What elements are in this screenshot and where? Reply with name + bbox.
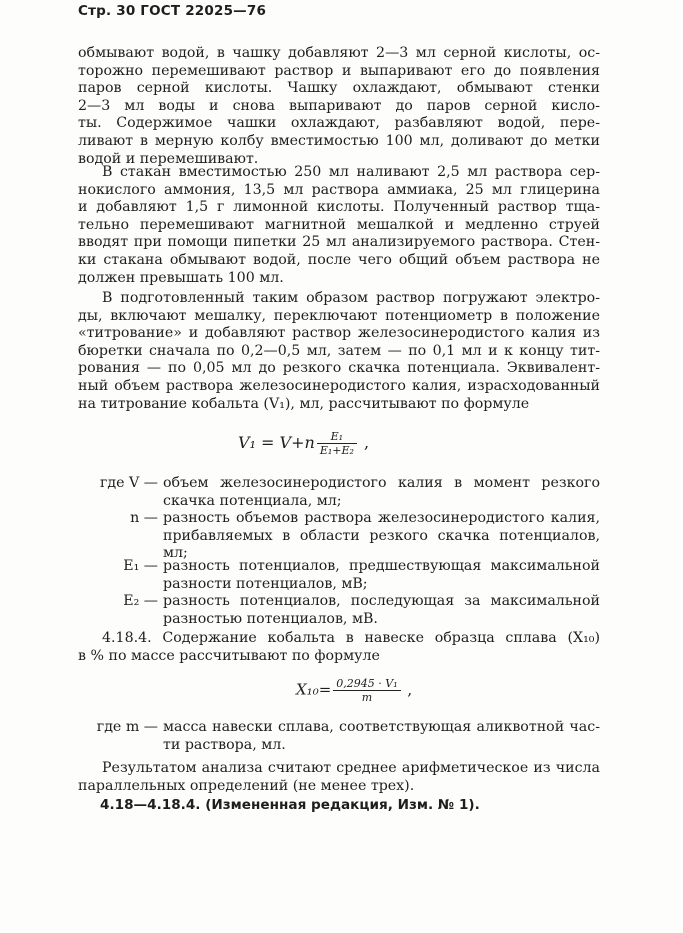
text-line: ти раствора, мл. — [163, 736, 286, 753]
text-line: нокислого аммония, 13,5 мл раствора аммиака, 25 мл глицерина — [78, 181, 600, 198]
definition-symbol: E₂ — — [123, 593, 158, 609]
definition-symbol: E₁ — — [123, 558, 158, 574]
formula-fraction — [333, 677, 400, 704]
text-line: тельно перемешивают магнитной мешалкой и медленно струей — [78, 216, 600, 233]
paragraph-1 — [78, 45, 600, 168]
page-header: Стр. 30 ГОСТ 22025—76 — [78, 3, 267, 19]
revision-note: 4.18—4.18.4. (Измененная редакция, Изм. № 1). — [100, 797, 480, 813]
text-line: и добавляют 1,5 г лимонной кислоты. Полученный раствор тща- — [78, 199, 600, 216]
text-line: мл; — [163, 545, 188, 562]
formula-tail: , — [402, 680, 413, 699]
text-line: «титрование» и добавляют раствор железосинеродистого калия из — [78, 325, 600, 342]
formula-lhs: X₁₀= — [296, 680, 332, 699]
fraction-denominator: m — [361, 691, 373, 704]
paragraph-5 — [78, 760, 600, 795]
formula-v1 — [238, 430, 369, 457]
text-line: разность объемов раствора железосинеродистого калия, — [163, 510, 600, 526]
text-line: Результатом анализа считают среднее арифметическое из числа — [102, 760, 600, 776]
text-line: разности потенциалов, мВ; — [163, 575, 368, 592]
text-line: скачка потенциала, мл; — [163, 492, 342, 509]
definition-symbol: где V — — [99, 475, 158, 491]
text-line: торожно перемешивают раствор и выпаривают его до появления — [78, 62, 600, 79]
paragraph-4 — [78, 630, 600, 665]
text-line: водой и перемешивают. — [78, 150, 259, 167]
text-line: В подготовленный таким образом раствор погружают электро- — [102, 290, 600, 306]
text-line: прибавляемых в области резкого скачка потенциалов, — [163, 527, 600, 544]
text-line: 4.18.4. Содержание кобальта в навеске образца сплава (X₁₀) — [102, 630, 600, 646]
definition-text — [163, 558, 600, 593]
text-line: на титрование кобальта (V₁), мл, рассчитывают по формуле — [78, 395, 530, 412]
paragraph-2 — [78, 164, 600, 287]
text-line: 2—3 мл воды и снова выпаривают до паров серной кисло- — [78, 97, 600, 114]
paragraph-3 — [78, 290, 600, 413]
text-line: должен превышать 100 мл. — [78, 269, 284, 286]
text-line: параллельных определений (не менее трех). — [78, 777, 415, 794]
text-line: разностью потенциалов, мВ. — [163, 610, 378, 627]
text-line: рования — по 0,05 мл до резкого скачка потенциала. Эквивалент- — [78, 360, 600, 377]
formula-tail: , — [358, 433, 370, 452]
text-line: ды, включают мешалку, переключают потенциометр в положение — [78, 307, 600, 324]
fraction-numerator: 0,2945 · V₁ — [333, 677, 400, 691]
text-line: ливают в мерную колбу вместимостью 100 мл, доливают до метки — [78, 132, 600, 149]
definition-symbol: n — — [130, 510, 158, 526]
text-line: ки стакана обмывают водой, после чего общий объем раствора не — [78, 251, 600, 268]
text-line: в % по массе рассчитывают по формуле — [78, 647, 380, 664]
definition-text — [163, 719, 600, 754]
formula-fraction — [317, 430, 357, 457]
text-line: ты. Содержимое чашки охлаждают, разбавляют водой, пере- — [78, 115, 600, 132]
definition-text — [163, 593, 600, 628]
formula-lhs: V₁ = V+n — [238, 433, 315, 452]
formula-x10 — [296, 677, 412, 704]
definition-symbol: где m — — [96, 719, 158, 735]
text-line: В стакан вместимостью 250 мл наливают 2,5 мл раствора сер- — [102, 164, 600, 180]
text-line: масса навески сплава, соответствующая аликвотной час- — [163, 719, 600, 735]
text-line: объем железосинеродистого калия в момент резкого — [163, 475, 600, 491]
text-line: паров серной кислоты. Чашку охлаждают, обмывают стенки — [78, 80, 600, 97]
text-line: ный объем раствора железосинеродистого калия, израсходованный — [78, 377, 600, 394]
text-line: обмывают водой, в чашку добавляют 2—3 мл серной кислоты, ос- — [78, 45, 600, 61]
fraction-denominator: E₁+E₂ — [319, 444, 354, 457]
definition-text — [163, 510, 600, 563]
fraction-numerator: E₁ — [317, 430, 357, 444]
definition-text — [163, 475, 600, 510]
text-line: разность потенциалов, предшествующая максимальной — [163, 558, 600, 574]
text-line: бюретки сначала по 0,2—0,5 мл, затем — по 0,1 мл и к концу тит- — [78, 342, 600, 359]
text-line: вводят при помощи пипетки 25 мл анализируемого раствора. Стен- — [78, 234, 600, 251]
text-line: разность потенциалов, последующая за максимальной — [163, 593, 600, 609]
